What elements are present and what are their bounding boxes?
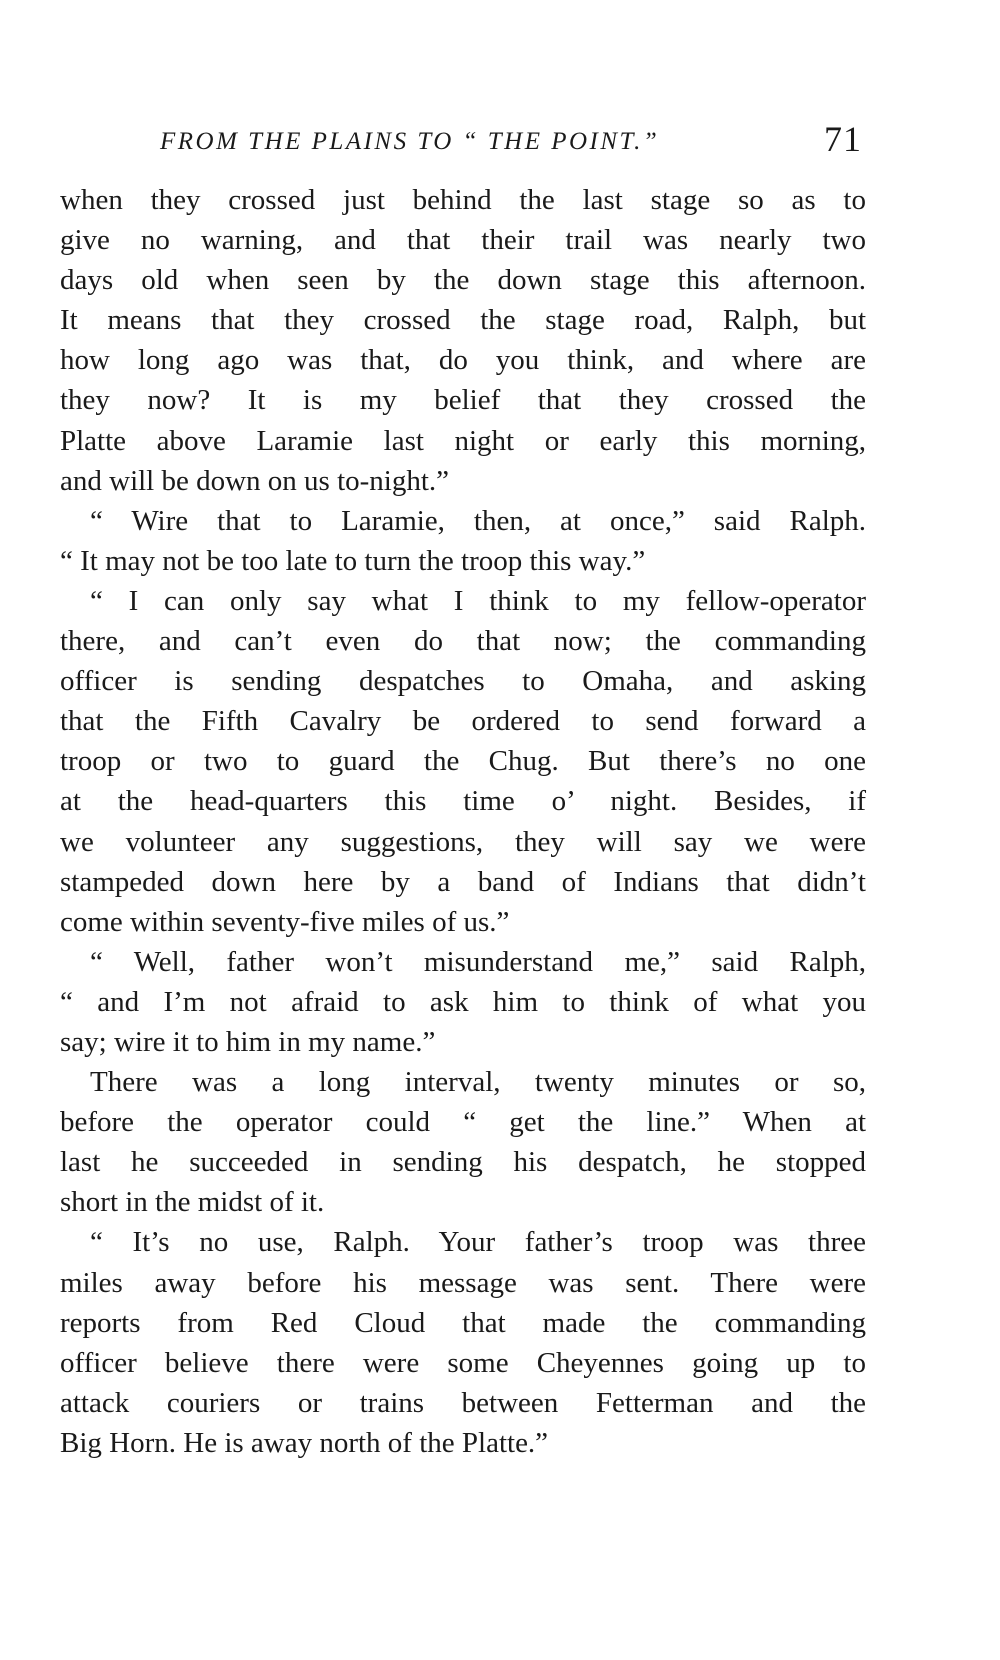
text-line: reports from Red Cloud that made the commanding	[60, 1306, 866, 1339]
text-line: officer is sending despatches to Omaha, and asking	[60, 665, 866, 698]
text-line: There was a long interval, twenty minutes or so,	[90, 1066, 866, 1099]
text-line: say; wire it to him in my name.”	[60, 1025, 436, 1058]
text-line: how long ago was that, do you think, and where are	[60, 344, 866, 377]
text-line: troop or two to guard the Chug. But there’s no one	[60, 745, 866, 778]
text-line: stampeded down here by a band of Indians that didn’t	[60, 865, 866, 898]
text-line: Big Horn. He is away north of the Platte.”	[60, 1426, 549, 1459]
text-line: that the Fifth Cavalry be ordered to send forward a	[60, 705, 866, 738]
page-number: 71	[824, 119, 862, 159]
body-text	[60, 180, 866, 1463]
text-line: It means that they crossed the stage road, Ralph, but	[60, 304, 866, 337]
text-line: and will be down on us to-night.”	[60, 464, 450, 497]
running-head: FROM THE PLAINS TO “ THE POINT.”	[160, 128, 660, 155]
page-header	[60, 118, 866, 168]
text-line: last he succeeded in sending his despatch, he stopped	[60, 1146, 866, 1179]
text-line: there, and can’t even do that now; the commanding	[60, 625, 866, 658]
text-line: when they crossed just behind the last stage so as to	[60, 184, 866, 216]
text-line: Platte above Laramie last night or early this morning,	[60, 424, 866, 457]
text-line: give no warning, and that their trail was nearly two	[60, 224, 866, 257]
text-line: miles away before his message was sent. There were	[60, 1266, 866, 1299]
text-line: come within seventy-five miles of us.”	[60, 905, 510, 938]
text-line: “ Wire that to Laramie, then, at once,” said Ralph.	[90, 504, 866, 537]
text-line: before the operator could “ get the line.” When at	[60, 1106, 866, 1139]
text-line: “ It’s no use, Ralph. Your father’s troop was three	[90, 1226, 866, 1259]
text-line: “ Well, father won’t misunderstand me,” said Ralph,	[90, 945, 866, 978]
text-line: officer believe there were some Cheyennes going up to	[60, 1346, 866, 1379]
text-line: attack couriers or trains between Fetterman and the	[60, 1386, 866, 1419]
text-line: “ I can only say what I think to my fellow-operator	[90, 584, 866, 617]
text-line: they now? It is my belief that they crossed the	[60, 384, 866, 417]
text-line: days old when seen by the down stage this afternoon.	[60, 264, 866, 297]
text-line: at the head-quarters this time o’ night. Besides, if	[60, 785, 866, 818]
text-line: we volunteer any suggestions, they will say we were	[60, 825, 866, 858]
text-line: short in the midst of it.	[60, 1186, 325, 1219]
text-line: “ It may not be too late to turn the troop this way.”	[60, 544, 646, 577]
text-line: “ and I’m not afraid to ask him to think of what you	[60, 985, 866, 1018]
